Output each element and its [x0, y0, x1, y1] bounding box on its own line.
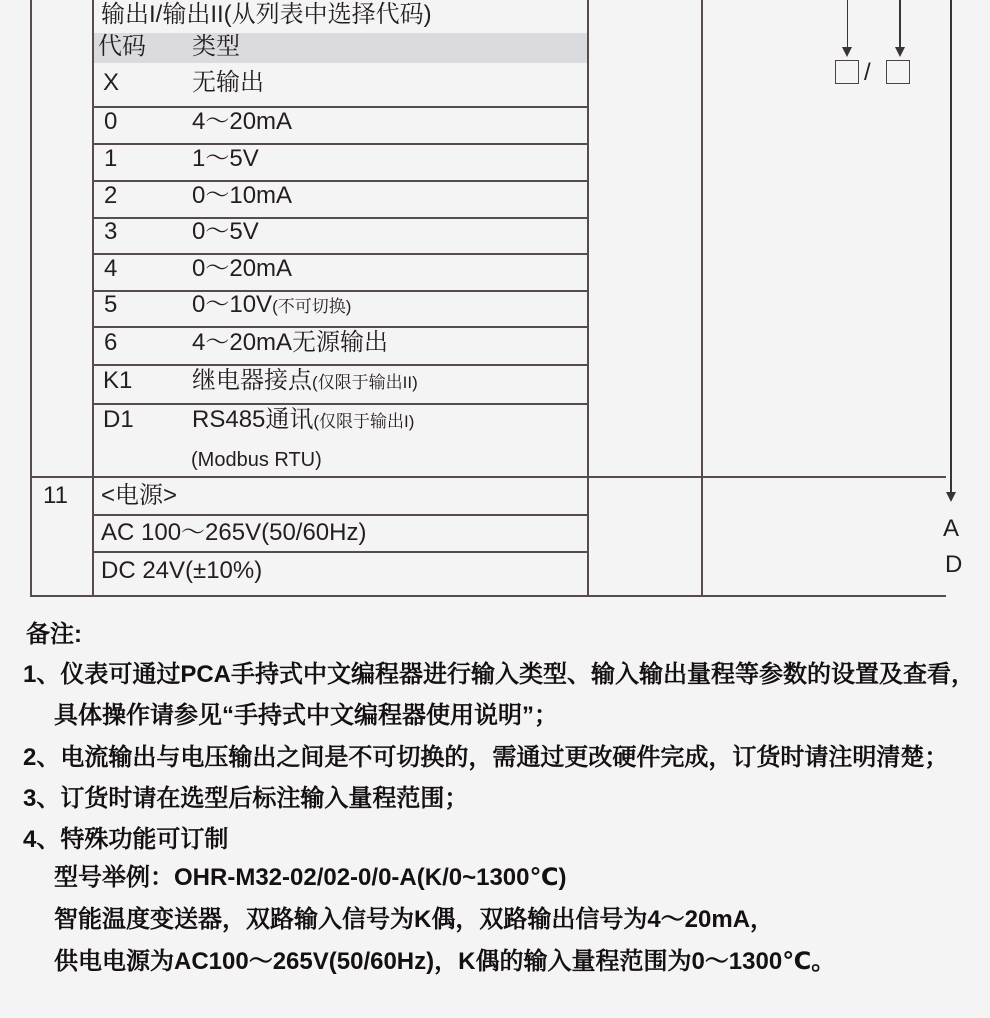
power-code-a: A	[943, 515, 960, 542]
row-line	[92, 106, 589, 108]
code-cell: K1	[103, 367, 133, 394]
code-table-header-bar	[94, 33, 587, 63]
code-cell: 3	[104, 218, 118, 245]
header-type: 类型	[192, 33, 240, 60]
power-leader-line	[950, 0, 952, 492]
notes-heading: 备注:	[26, 621, 82, 648]
type-cell: 0～20mA	[192, 255, 293, 282]
power-row-number: 11	[43, 482, 68, 509]
note-line-3: 3、订货时请在选型后标注输入量程范围；	[23, 785, 469, 812]
note-model-example: 型号举例：OHR-M32-02/02-0/0-A(K/0~1300℃)	[54, 864, 567, 891]
table-border-left	[30, 0, 32, 597]
note-line-1: 1、仪表可通过PCA手持式中文编程器进行输入类型、输入输出量程等参数的设置及查看，	[23, 661, 976, 688]
row-line	[92, 253, 589, 255]
type-annotation: (仅限于输出I)	[313, 412, 415, 431]
row-line	[92, 143, 589, 145]
note-model-desc-2: 供电电源为AC100～265V(50/60Hz)，K偶的输入量程范围为0～1300℃。	[54, 948, 836, 975]
note-line-4: 4、特殊功能可订制	[23, 826, 229, 853]
arrow-down-icon	[895, 47, 905, 57]
table-divider-rowno	[92, 0, 94, 597]
code-cell: 0	[104, 108, 118, 135]
table-divider-mid	[587, 0, 589, 597]
power-option-dc: DC 24V(±10%)	[101, 557, 263, 584]
selector-arrow-line	[847, 0, 849, 47]
code-cell: 1	[104, 145, 118, 172]
table-border-bottom	[30, 595, 946, 597]
type-cell	[192, 290, 351, 322]
row-line	[92, 217, 589, 219]
power-option-ac: AC 100～265V(50/60Hz)	[101, 519, 367, 546]
type-text: 0～10V	[192, 291, 273, 318]
code-entry-box-output2	[886, 60, 910, 84]
type-annotation: (不可切换)	[272, 297, 352, 316]
type-cell: 无输出	[192, 69, 264, 96]
code-cell: 4	[104, 255, 118, 282]
row-line	[92, 514, 589, 516]
row-line	[92, 551, 589, 553]
type-cell: 0～10mA	[192, 182, 293, 209]
note-line-2: 2、电流输出与电压输出之间是不可切换的，需通过更改硬件完成，订货时请注明清楚；	[23, 744, 949, 771]
note-line-1b: 具体操作请参见“手持式中文编程器使用说明”；	[54, 702, 558, 729]
type-text: 继电器接点	[192, 367, 312, 394]
arrow-down-icon	[842, 47, 852, 57]
modbus-note: (Modbus RTU)	[191, 449, 322, 471]
table-divider-right	[701, 0, 703, 597]
power-code-d: D	[945, 551, 963, 578]
code-cell: D1	[103, 406, 134, 433]
type-text: RS485通讯	[192, 406, 314, 433]
type-cell: 4～20mA无源输出	[192, 329, 389, 356]
code-cell: 6	[104, 329, 118, 356]
row-line	[92, 180, 589, 182]
type-cell	[192, 405, 414, 437]
type-cell: 1～5V	[192, 145, 259, 172]
code-cell: X	[103, 69, 120, 96]
output-section-title: 输出I/输出II(从列表中选择代码)	[101, 1, 432, 28]
power-row-top-line	[30, 476, 946, 478]
code-cell: 5	[104, 291, 118, 318]
arrow-down-icon	[946, 492, 956, 502]
code-cell: 2	[104, 182, 118, 209]
type-cell	[192, 366, 418, 398]
note-model-desc-1: 智能温度变送器，双路输入信号为K偶，双路输出信号为4～20mA，	[54, 906, 775, 933]
power-label: <电源>	[101, 482, 178, 509]
selector-arrow-line	[899, 0, 901, 47]
type-cell: 0～5V	[192, 218, 259, 245]
type-annotation: (仅限于输出II)	[312, 373, 418, 392]
code-entry-box-output1	[835, 60, 859, 84]
type-cell: 4～20mA	[192, 108, 293, 135]
slash-separator: /	[864, 59, 871, 86]
header-code: 代码	[98, 33, 146, 60]
